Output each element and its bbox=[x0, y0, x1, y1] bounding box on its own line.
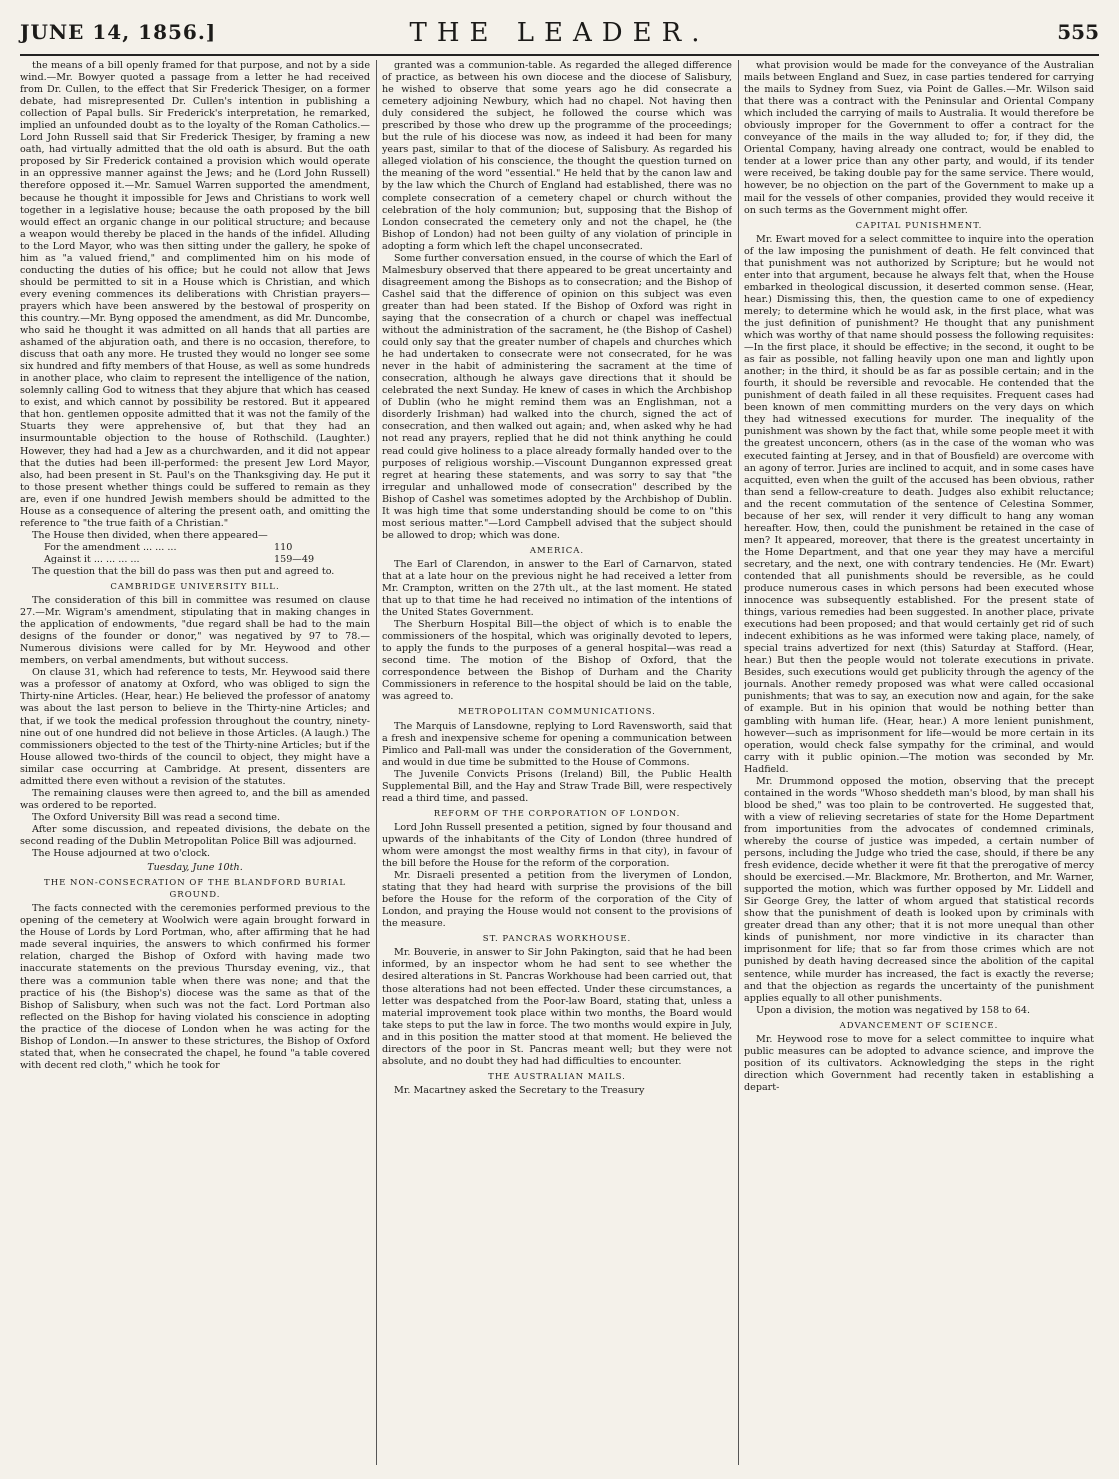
article-paragraph: Lord John Russell presented a petition, signed by four thousand and upwards of the inhabitants of the City of London (three hundred of whom were amongst the most wealthy firms in that city), in favour of the bill before the House for the reform of the corporation. bbox=[382, 821, 732, 870]
division-count: 110 bbox=[274, 541, 293, 553]
article-paragraph: Some further conversation ensued, in the course of which the Earl of Malmesbury observed that there appeared to be great uncertainty and disagreement among the Bishops as to consecration; and the Bishop of Cashel said that the difference of opinion on this subject was even greater than had been stated. If the Bishop of Oxford was right in saying that the consecration of a church or chapel was ineffectual without the administration of the sacrament, he (the Bishop of Cashel) could only say that the greater number of chapels and churches which he had undertaken to consecrate were not consecrated, for he was never in the habit of administering the sacrament at the time of consecration, although he always gave directions that it should be celebrated the next Sunday. He knew of cases in which the Archbishop of Dublin (who he might remind them was an Englishman, not a disorderly Irishman) had walked into the church, signed the act of consecration, and then walked out again; and, when asked why he had not read any prayers, replied that he did not think anything he could read could give holiness to a place already formally handed over to the purposes of religious worship.—Viscount Dungannon expressed great regret at hearing these statements, and was sorry to say that "the irregular and unhallowed mode of consecration" described by the Bishop of Cashel was sometimes adopted by the Archbishop of Dublin. It was high time that some understanding should be come to on "this most serious matter."—Lord Campbell advised that the subject should be allowed to drop; which was done. bbox=[382, 252, 732, 541]
date-heading: Tuesday, June 10th. bbox=[147, 862, 243, 874]
article-paragraph: the means of a bill openly framed for that purpose, and not by a side wind.—Mr. Bowyer quoted a passage from a letter he had received from Dr. Cullen, to the effect that Sir Frederick Thesiger, on a former debate, had misrepresented Dr. Cullen's intention in publishing a collection of Papal bulls. Sir Frederick's interpretation, he remarked, implied an unfounded doubt as to the loyalty of the Roman Catholics.—Lord John Russell said that Sir Frederick Thesiger, by framing a new oath, had virtually admitted that the old oath is absurd. But the oath proposed by Sir Frederick contained a provision which would operate in an oppressive manner against the Jews; and he (Lord John Russell) therefore opposed it.—Mr. Samuel Warren supported the amendment, because he thought it impossible for Jews and Christians to work well together in a legislative house; because the oath proposed by the bill would effect an organic change in our political structure; and because a weapon would thereby be placed in the hands of the infidel. Alluding to the Lord Mayor, who was then sitting under the gallery, he spoke of him as "a valued friend," and complimented him on his mode of conducting the duties of his office; but he could not allow that Jews should be permitted to sit in a House which is Christian, and which every evening commences its deliberations with Christian prayers—prayers which have been answered by the bestowal of prosperity on this country.—Mr. Byng opposed the amendment, as did Mr. Duncombe, who said he thought it was admitted on all hands that all parties are ashamed of the abjuration oath, and there is no occasion, therefore, to discuss that oath any more. He trusted they would no longer see some six hundred and fifty members of that House, as well as some hundreds in another place, who claim to represent the intelligence of the nation, solemnly calling God to witness that they abjure that which has ceased to exist, and which cannot by possibility be restored. But it appeared that hon. gentlemen opposite admitted that it was not the family of the Stuarts they were apprehensive of, but that they had an insurmountable objection to the house of Rothschild. (Laughter.) However, they had had a Jew as a churchwarden, and it did not appear that the duties had been ill-performed: the present Jew Lord Mayor, also, had been present in St. Paul's on the Thanksgiving day. He put it to those present whether things could be suffered to remain as they are, even if one hundred Jewish members should be admitted to the House as a consequence of altering the present oath, and omitting the reference to "the true faith of a Christian." bbox=[20, 60, 370, 529]
article-paragraph: The consideration of this bill in committee was resumed on clause 27.—Mr. Wigram's amendment, stipulating that in making changes in the application of endowments, "due regard shall be had to the main designs of the founder or donor," was negatived by 97 to 78.—Numerous divisions were called for by Mr. Heywood and other members, on verbal amendments, but without success. bbox=[20, 595, 370, 667]
article-paragraph: The Sherburn Hospital Bill—the object of which is to enable the commissioners of the hospital, which was originally devoted to lepers, to apply the funds to the purposes of a general hospital—was read a second time. The motion of the Bishop of Oxford, that the correspondence between the Bishop of Durham and the Charity Commissioners in reference to the hospital should be laid on the table, was agreed to. bbox=[382, 619, 732, 703]
article-paragraph: On clause 31, which had reference to tests, Mr. Heywood said there was a professor of anatomy at Oxford, who was obliged to sign the Thirty-nine Articles. (Hear, hear.) He believed the professor of anatomy was about the last person to believe in the Thirty-nine Articles; and that, if we took the medical profession throughout the country, ninety-nine out of one hundred did not believe in those Articles. (A laugh.) The commissioners objected to the test of the Thirty-nine Articles; but if the House allowed two-thirds of the council to object, they might have a similar case occurring at Cambridge. At present, dissenters are admitted there even without a revision of the statutes. bbox=[20, 667, 370, 787]
article-paragraph: The question that the bill do pass was then put and agreed to. bbox=[32, 565, 335, 577]
section-heading: ST. PANCRAS WORKHOUSE. bbox=[482, 934, 632, 945]
article-paragraph: Mr. Drummond opposed the motion, observing that the precept contained in the words "Whoso sheddeth man's blood, by man shall his blood be shed," was too plain to be controverted. He suggested that, with a view of relieving secretaries of state for the Home Department from importunities from the advocates of condemned criminals, whereby the course of justice was impeded, a certain number of persons, including the Judge who tried the case, should, if there be any fresh evidence, decide whether it were fit that the prerogative of mercy should be exercised.—Mr. Blackmore, Mr. Brotherton, and Mr. Warner, supported the motion, which was further opposed by Mr. Liddell and Sir George Grey, the latter of whom argued that statistical records show that the punishment of death is looked upon by criminals with greater dread than any other; that it is not more unequal than other kinds of punishment, nor more vindictive in its character than imprisonment for life; that so far from those crimes which are not punished by death having decreased since the abolition of the capital sentence, while murder has increased, the fact is exactly the reverse; and that the objection as regards the uncertainty of the punishment applies equally to all other punishments. bbox=[744, 775, 1094, 1004]
column-divider bbox=[376, 60, 377, 1465]
division-count: 159—49 bbox=[274, 553, 315, 565]
masthead-rule bbox=[20, 54, 1099, 56]
column-divider bbox=[738, 60, 739, 1465]
issue-date: JUNE 14, 1856.] bbox=[20, 20, 217, 44]
article-paragraph: Mr. Macartney asked the Secretary to the Treasury bbox=[394, 1084, 645, 1096]
division-row bbox=[44, 542, 370, 554]
article-paragraph: The House adjourned at two o'clock. bbox=[32, 848, 211, 860]
article-paragraph: The Marquis of Lansdowne, replying to Lord Ravensworth, said that a fresh and inexpensive scheme for opening a communication between Pimlico and Pall-mall was under the consideration of the Government, and would in due time be submitted to the House of Commons. bbox=[382, 720, 732, 768]
section-heading: CAMBRIDGE UNIVERSITY BILL. bbox=[110, 582, 280, 593]
section-heading: THE AUSTRALIAN MAILS. bbox=[488, 1071, 626, 1082]
division-row bbox=[44, 554, 370, 566]
masthead bbox=[20, 12, 1099, 54]
article-paragraph: The remaining clauses were then agreed to, and the bill as amended was ordered to be reported. bbox=[20, 787, 370, 811]
section-heading: METROPOLITAN COMMUNICATIONS. bbox=[458, 707, 656, 718]
article-paragraph: The Oxford University Bill was read a second time. bbox=[32, 811, 281, 823]
section-heading: AMERICA. bbox=[529, 545, 585, 556]
section-heading: CAPITAL PUNISHMENT. bbox=[855, 220, 983, 231]
article-paragraph: The facts connected with the ceremonies performed previous to the opening of the cemetery at Woolwich were again brought forward in the House of Lords by Lord Portman, who, after affirming that he had made several inquiries, the answers to which confirmed his former relation, charged the Bishop of Oxford with having made two inaccurate statements on the previous Thursday evening, viz., that there was a communion table when there was none; and that the practice of his (the Bishop's) diocese was the same as that of the Bishop of Salisbury, when such was not the fact. Lord Portman also reflected on the Bishop for having violated his conscience in adopting the practice of the diocese of London when he was acting for the Bishop of London.—In answer to these strictures, the Bishop of Oxford stated that, when he consecrated the chapel, he found "a table covered with decent red cloth," which he took for bbox=[20, 903, 370, 1071]
article-paragraph: After some discussion, and repeated divisions, the debate on the second reading of the Dublin Metropolitan Police Bill was adjourned. bbox=[20, 823, 370, 847]
article-paragraph: what provision would be made for the conveyance of the Australian mails between England and Suez, in case parties tendered for carrying the mails to Sydney from Suez, via Point de Galles.—Mr. Wilson said that there was a contract with the Peninsular and Oriental Company which included the carrying of mails to Australia. It would therefore be obviously improper for the Government to offer a contract for the conveyance of the mails in the way alluded to; for, if they did, the Oriental Company, having already one contract, would be enabled to tender at a lower price than any other party, and would, if its tender were received, be taking double pay for the same service. There would, however, be no objection on the part of the Government to make up a mail for the vessels of other companies, provided they would receive it on such terms as the Government might offer. bbox=[744, 60, 1094, 216]
section-heading: ADVANCEMENT OF SCIENCE. bbox=[839, 1020, 999, 1031]
page-number: 555 bbox=[1057, 20, 1099, 44]
article-paragraph: Mr. Heywood rose to move for a select committee to inquire what public measures can be adopted to advance science, and improve the position of its cultivators. Acknowledging the steps in the right direction which Government had recently taken in establishing a depart- bbox=[744, 1033, 1094, 1093]
column-3 bbox=[744, 60, 1094, 1470]
column-1 bbox=[20, 60, 370, 1470]
article-paragraph: Mr. Ewart moved for a select committee to inquire into the operation of the law imposing the punishment of death. He felt convinced that that punishment was not authorized by Scripture; but he would not enter into that argument, because he always felt that, when the House embarked in theological discussion, it deserted common sense. (Hear, hear.) Dismissing this, then, the question came to one of expediency merely; to determine which he would ask, in the first place, what was the just definition of punishment? He thought that any punishment which was worthy of that name should possess the following requisites:—In the first place, it should be effective; in the second, it ought to be as fair as possible, not falling heavily upon one man and lightly upon another; in the third, it should be as far as possible certain; and in the fourth, it should be reversible and revocable. He contended that the punishment of death failed in all these requisites. Frequent cases had been known of men committing murders on the very days on which they had witnessed executions for murder. The inequality of the punishment was shown by the fact that, while some people meet it with the greatest unconcern, others (as in the case of the woman who was executed fainting at Jersey, and in that of Bousfield) are overcome with an agony of terror. Juries are inclined to acquit, and in some cases have acquitted, even when the guilt of the accused has been obvious, rather than send a fellow-creature to death. Judges also exhibit reluctance; and the recent commutation of the sentence of Celestina Sommer, because of her sex, will render it very difficult to hang any woman hereafter. How, then, could the punishment be retained in the case of men? It appeared, moreover, that there is the greatest uncertainty in the Home Department, and that one year they may have a merciful secretary, and the next, one with contrary tendencies. He (Mr. Ewart) contended that all punishments should be reversible, as he could produce numerous cases in which persons had been executed whose innocence was subsequently established. For the present state of things, various remedies had been suggested. In another place, private executions had been proposed; and that would certainly get rid of such indecent exhibitions as he was informed were taking place, namely, of special trains advertized for next (this) Saturday at Stafford. (Hear, hear.) But then the people would not tolerate executions in private. Besides, such executions would get publicity through the agency of the journals. Another remedy proposed was what were called occasional punishments; that was to say, an execution now and again, for the sake of example. But in his opinion that would be nothing better than gambling with human life. (Hear, hear.) A more lenient punishment, however—such as imprisonment for life—would be more certain in its operation, would check false sympathy for the criminal, and would carry with it public opinion.—The motion was seconded by Mr. Hadfield. bbox=[744, 233, 1094, 775]
article-paragraph: The Juvenile Convicts Prisons (Ireland) Bill, the Public Health Supplemental Bill, and the Hay and Straw Trade Bill, were respectively read a third time, and passed. bbox=[382, 768, 732, 804]
newspaper-title: THE LEADER. bbox=[409, 18, 710, 48]
article-paragraph: Mr. Disraeli presented a petition from the liverymen of London, stating that they had heard with surprise the provisions of the bill before the House for the reform of the corporation of the City of London, and praying the House would not consent to the provisions of the measure. bbox=[382, 870, 732, 930]
section-heading: THE NON-CONSECRATION OF THE BLANDFORD BURIAL GROUND. bbox=[44, 878, 346, 901]
column-2 bbox=[382, 60, 732, 1470]
article-paragraph: The House then divided, when there appeared— bbox=[32, 529, 268, 541]
division-label: For the amendment ... ... ... bbox=[44, 541, 177, 553]
article-paragraph: Upon a division, the motion was negatived by 158 to 64. bbox=[756, 1004, 1031, 1016]
section-heading: REFORM OF THE CORPORATION OF LONDON. bbox=[433, 808, 681, 819]
article-paragraph: granted was a communion-table. As regarded the alleged difference of practice, as between his own diocese and the diocese of Salisbury, he wished to observe that some years ago he did consecrate a cemetery adjoining Newbury, which had no chapel. Not having then duly considered the subject, he followed the course which was prescribed by those who drew up the programme of the proceedings; but the rule of his diocese was now, as indeed it had been for many years past, similar to that of the diocese of Salisbury. As regarded his alleged violation of his conscience, the thought the question turned on the meaning of the word "essential." He held that by the canon law and by the law which the Church of England had established, there was no complete consecration of a cemetery chapel or church without the celebration of the holy communion; but, supposing that the Bishop of London consecrated the cemetery only and not the chapel, he (the Bishop of London) had not been guilty of any violation of principle in adopting a form which left the chapel unconsecrated. bbox=[382, 60, 732, 252]
division-label: Against it ... ... ... ... bbox=[44, 553, 140, 565]
article-paragraph: Mr. Bouverie, in answer to Sir John Pakington, said that he had been informed, by an inspector whom he had sent to see whether the desired alterations in St. Pancras Workhouse had been carried out, that those alterations had not been effected. Under these circumstances, a letter was despatched from the Poor-law Board, stating that, unless a material improvement took place within two months, the Board would take steps to put the law in force. The two months would expire in July, and in this position the matter stood at that moment. He believed the directors of the poor in St. Pancras meant well; but they were not absolute, and no doubt they had had difficulties to encounter. bbox=[382, 947, 732, 1067]
article-paragraph: The Earl of Clarendon, in answer to the Earl of Carnarvon, stated that at a late hour on the previous night he had received a letter from Mr. Crampton, written on the 27th ult., at the last moment. He stated that up to that time he had received no intimation of the intentions of the United States Government. bbox=[382, 558, 732, 619]
